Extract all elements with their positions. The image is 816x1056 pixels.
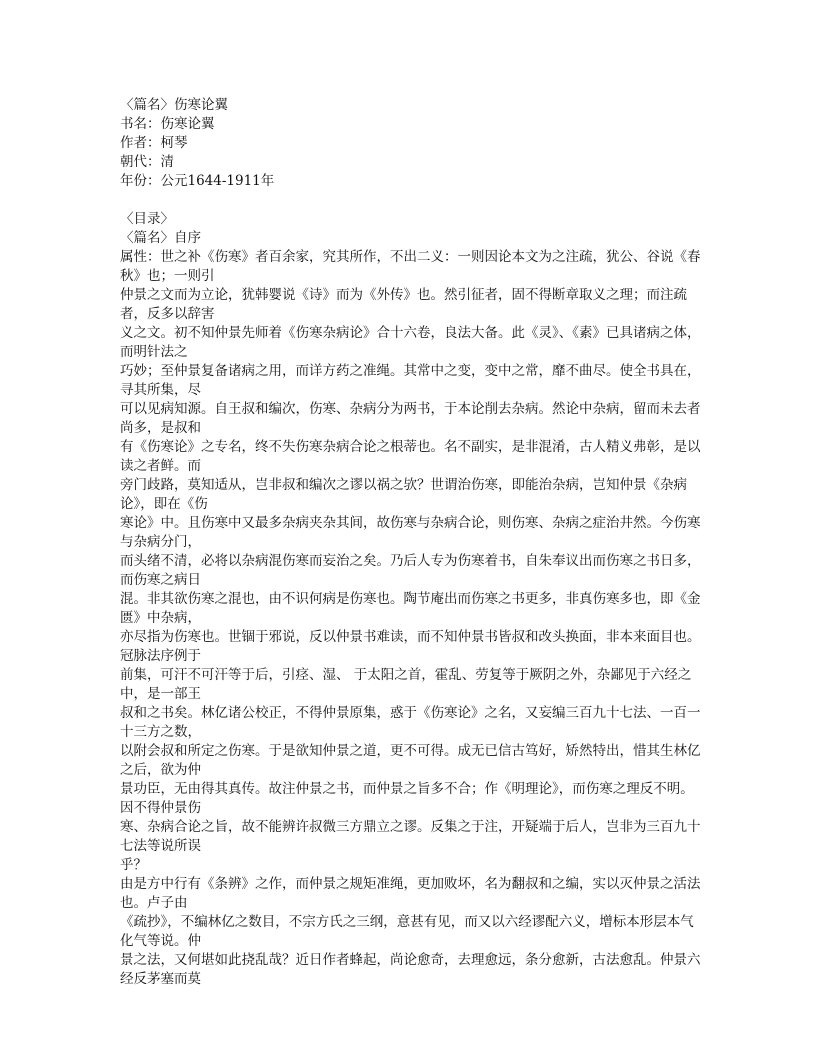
body-line: 景之法，又何堪如此挠乱哉？近日作者蜂起，尚论愈奇，去理愈远，条分愈新，古法愈乱。仲景六经反茅塞而莫 — [120, 952, 701, 987]
toc-header: 〈目录〉 — [120, 211, 174, 227]
body-line: 亦尽指为伤寒也。世锢于邪说，反以仲景书难读，而不知仲景书皆叔和改头换面，非本来面目也。冠脉法序例于 — [120, 629, 701, 664]
body-line: 而头绪不清，必将以杂病混伤寒而妄治之矣。乃后人专为伤寒着书，自朱奉议出而伤寒之书日多，而伤寒之病日 — [120, 553, 701, 588]
section-header: 〈篇名〉伤寒论翼 — [120, 97, 228, 113]
chapter-header: 〈篇名〉自序 — [120, 230, 201, 246]
dynasty: 朝代：清 — [120, 154, 174, 170]
body-line: 乎？ — [120, 857, 147, 873]
body-line: 叔和之书矣。林亿诸公校正，不得仲景原集，惑于《伤寒论》之名，又妄编三百九十七法、一百一十三方之数， — [120, 705, 701, 740]
spacer — [120, 191, 706, 210]
body-line: 《疏抄》，不编林亿之数目，不宗方氏之三纲，意甚有见，而又以六经谬配六义，增标本形层本气化气等说。仲 — [120, 914, 694, 949]
book-name: 书名：伤寒论翼 — [120, 116, 215, 132]
body-line: 旁门歧路，莫知适从，岂非叔和编次之谬以祸之欤？世谓治伤寒，即能治杂病，岂知仲景《杂病论》，即在《伤 — [120, 477, 687, 512]
body-line: 有《伤寒论》之专名，终不失伤寒杂病合论之根蒂也。名不副实，是非混淆，古人精义弗彰，是以读之者鲜。而 — [120, 439, 701, 474]
author: 作者：柯琴 — [120, 135, 188, 151]
body-line: 景功臣，无由得其真传。故注仲景之书，而仲景之旨多不合；作《明理论》，而伤寒之理反不明。因不得仲景伤 — [120, 781, 694, 816]
body-line: 仲景之文而为立论，犹韩婴说《诗》而为《外传》也。然引征者，固不得断章取义之理；而注疏者，反多以辞害 — [120, 287, 687, 322]
body-line: 由是方中行有《条辨》之作，而仲景之规矩准绳，更加败坏，名为翻叔和之编，实以灭仲景之活法也。卢子由 — [120, 876, 701, 911]
body-line: 寒论》中。且伤寒中又最多杂病夹杂其间，故伤寒与杂病合论，则伤寒、杂病之症治井然。今伤寒与杂病分门， — [120, 515, 701, 550]
body-line: 巧妙；至仲景复备诸病之用，而详方药之准绳。其常中之变，变中之常，靡不曲尽。使全书具在，寻其所集，尽 — [120, 363, 701, 398]
body-line: 可以见病知源。自王叔和编次，伤寒、杂病分为两书，于本论削去杂病。然论中杂病，留而未去者尚多，是叔和 — [120, 401, 701, 436]
years: 年份：公元1644-1911年 — [120, 173, 275, 189]
body-line: 属性：世之补《伤寒》者百余家，究其所作，不出二义：一则因论本文为之注疏，犹公、谷说《春秋》也；一则引 — [120, 249, 701, 284]
body-line: 以附会叔和所定之伤寒。于是欲知仲景之道，更不可得。成无已信古笃好，矫然特出，惜其生林亿之后，欲为仲 — [120, 743, 701, 778]
document-body — [120, 96, 706, 989]
body-line: 义之文。初不知仲景先师着《伤寒杂病论》合十六卷，良法大备。此《灵》、《素》已具诸病之体，而明针法之 — [120, 325, 701, 360]
body-line: 前集，可汗不可汗等于后，引痉、湿、 于太阳之首，霍乱、劳复等于厥阴之外，杂鄙见于六经之中，是一部王 — [120, 667, 692, 702]
body-line: 寒、杂病合论之旨，故不能辨许叔微三方鼎立之谬。反集之于注，开疑端于后人，岂非为三百九十七法等说所误 — [120, 819, 701, 854]
body-line: 混。非其欲伤寒之混也，由不识何病是伤寒也。陶节庵出而伤寒之书更多，非真伤寒多也，即《金匮》中杂病， — [120, 591, 701, 626]
